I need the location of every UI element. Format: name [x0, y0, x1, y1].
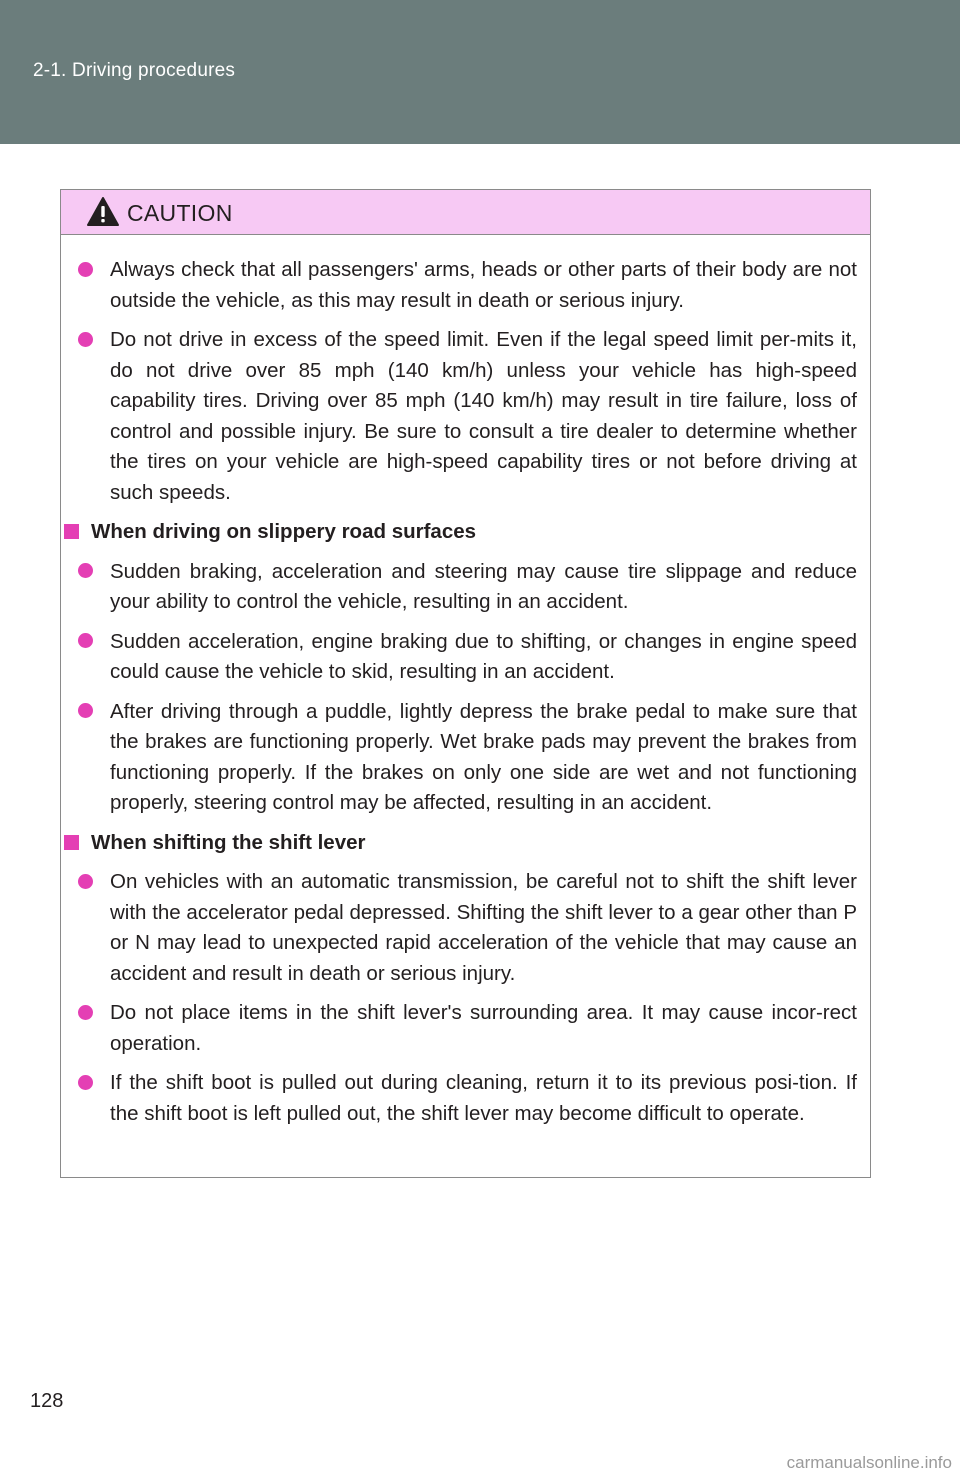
warning-triangle-icon	[86, 196, 120, 228]
list-item-text: Do not drive in excess of the speed limit. Even if the legal speed limit per-mits it, do not drive over 85 mph (140 km/h) unless your vehicle has high-speed capability tires. Driving over 85 mph (140 km/h) may result in tire failure, loss of control and possible injury. Be sure to consult a tire dealer to determine whether the tires on your vehicle are high-speed capability tires or not before driving at such speeds.	[110, 328, 857, 504]
list-item-text: After driving through a puddle, lightly depress the brake pedal to make sure that the brakes are functioning properly. Wet brake pads may prevent the brakes from functioning properly. If the brakes on only one side are wet and not functioning properly, steering control may be affected, resulting in an accident.	[110, 699, 857, 814]
caution-box	[60, 189, 871, 1178]
section-heading-shift-lever	[61, 828, 857, 859]
section-heading-text: When driving on slippery road surfaces	[91, 520, 477, 543]
bullet-dot-icon	[78, 874, 93, 889]
list-item-text: Do not place items in the shift lever's surrounding area. It may cause incor-rect operation.	[110, 1001, 857, 1055]
caution-body	[61, 235, 870, 1129]
caution-title: CAUTION	[127, 200, 233, 226]
list-item	[61, 255, 857, 316]
list-item-text: Sudden braking, acceleration and steering may cause tire slippage and reduce your ability to control the vehicle, resulting in an accident.	[110, 559, 857, 613]
bullet-dot-icon	[78, 563, 93, 578]
list-item	[61, 867, 857, 989]
section-title: 2-1. Driving procedures	[33, 60, 236, 81]
bullet-dot-icon	[78, 1005, 93, 1020]
bullet-dot-icon	[78, 262, 93, 277]
bullet-dot-icon	[78, 633, 93, 648]
list-item	[61, 557, 857, 618]
list-item	[61, 1068, 857, 1129]
list-item	[61, 325, 857, 508]
list-item-text: If the shift boot is pulled out during cleaning, return it to its previous posi-tion. If the shift boot is left pulled out, the shift lever may become difficult to operate.	[110, 1071, 857, 1125]
list-item-text: On vehicles with an automatic transmission, be careful not to shift the shift lever with the accelerator pedal depressed. Shifting the shift lever to a gear other than P or N may lead to unexpected rapid acceleration of the vehicle that may cause an accident and result in death or serious injury.	[110, 870, 857, 985]
page-header	[0, 0, 960, 144]
list-item-text: Always check that all passengers' arms, heads or other parts of their body are not outside the vehicle, as this may result in death or serious injury.	[110, 258, 857, 312]
caution-header	[61, 190, 870, 235]
list-item	[61, 627, 857, 688]
section-heading-text: When shifting the shift lever	[91, 830, 366, 854]
page-number: 128	[30, 1390, 64, 1412]
list-item	[61, 998, 857, 1059]
watermark: carmanualsonline.info	[786, 1453, 952, 1472]
section-heading-slippery-roads	[61, 517, 857, 548]
bullet-dot-icon	[78, 1075, 93, 1090]
bullet-dot-icon	[78, 332, 93, 347]
bullet-dot-icon	[78, 703, 93, 718]
square-bullet-icon	[64, 524, 79, 539]
list-item	[61, 697, 857, 819]
square-bullet-icon	[64, 835, 79, 850]
list-item-text: Sudden acceleration, engine braking due to shifting, or changes in engine speed could cause the vehicle to skid, resulting in an accident.	[110, 629, 857, 683]
